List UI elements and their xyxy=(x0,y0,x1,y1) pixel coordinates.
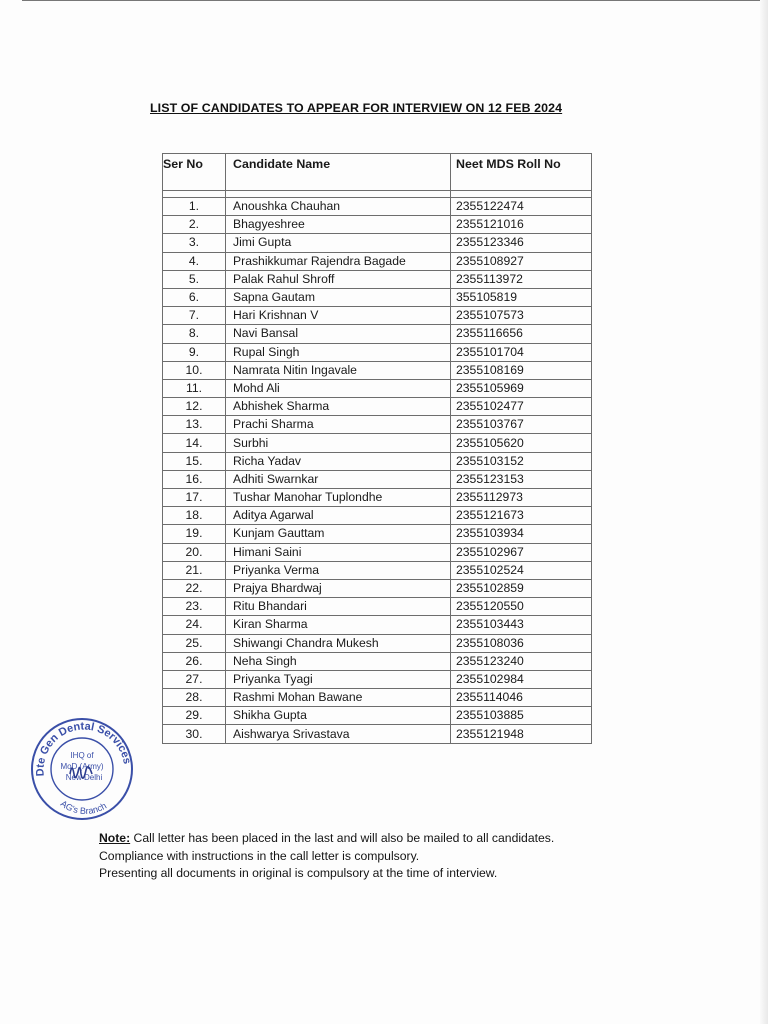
ser-no-cell: 1. xyxy=(163,198,226,216)
roll-no-cell: 2355112973 xyxy=(451,489,592,507)
table-row xyxy=(163,507,592,525)
candidate-name-cell: Aishwarya Srivastava xyxy=(226,725,451,743)
roll-no-cell: 2355103152 xyxy=(451,452,592,470)
candidate-name-cell: Prachi Sharma xyxy=(226,416,451,434)
svg-text:AG's Branch xyxy=(59,798,108,816)
roll-no-cell: 2355113972 xyxy=(451,270,592,288)
ser-no-cell: 2. xyxy=(163,216,226,234)
table-row xyxy=(163,689,592,707)
ser-no-cell: 8. xyxy=(163,325,226,343)
candidate-name-cell: Hari Krishnan V xyxy=(226,307,451,325)
official-stamp xyxy=(22,714,142,824)
ser-no-cell: 24. xyxy=(163,616,226,634)
table-row xyxy=(163,307,592,325)
candidate-name-cell: Navi Bansal xyxy=(226,325,451,343)
roll-no-cell: 2355105620 xyxy=(451,434,592,452)
ser-no-cell: 4. xyxy=(163,252,226,270)
table-body xyxy=(163,191,592,744)
table-row xyxy=(163,270,592,288)
ser-no-cell: 26. xyxy=(163,652,226,670)
ser-no-cell: 6. xyxy=(163,288,226,306)
stamp-outer-text: Dte Gen Dental Services xyxy=(34,720,133,777)
page-right-edge xyxy=(760,0,768,1024)
table-row xyxy=(163,416,592,434)
table-row xyxy=(163,707,592,725)
table-row xyxy=(163,489,592,507)
table-row xyxy=(163,379,592,397)
table-row xyxy=(163,434,592,452)
table-row xyxy=(163,670,592,688)
candidate-name-cell: Palak Rahul Shroff xyxy=(226,270,451,288)
note-label: Note: xyxy=(99,831,131,845)
roll-no-cell: 2355123153 xyxy=(451,470,592,488)
candidate-name-cell: Prajya Bhardwaj xyxy=(226,579,451,597)
ser-no-cell: 21. xyxy=(163,561,226,579)
note-text-1: Call letter has been placed in the last and will also be mailed to all candidates. xyxy=(130,831,555,845)
candidate-name-cell: Abhishek Sharma xyxy=(226,398,451,416)
candidate-name-cell: Rupal Singh xyxy=(226,343,451,361)
candidate-name-cell: Ritu Bhandari xyxy=(226,598,451,616)
table-row xyxy=(163,525,592,543)
ser-no-cell: 15. xyxy=(163,452,226,470)
table-row xyxy=(163,234,592,252)
header-roll-no: Neet MDS Roll No xyxy=(451,154,592,191)
ser-no-cell: 25. xyxy=(163,634,226,652)
table-row xyxy=(163,288,592,306)
ser-no-cell: 3. xyxy=(163,234,226,252)
ser-no-cell: 9. xyxy=(163,343,226,361)
ser-no-cell: 20. xyxy=(163,543,226,561)
roll-no-cell: 2355123346 xyxy=(451,234,592,252)
note-line-3: Presenting all documents in original is compulsory at the time of interview. xyxy=(99,866,498,880)
document-title: LIST OF CANDIDATES TO APPEAR FOR INTERVIEW ON 12 FEB 2024 xyxy=(150,101,563,115)
stamp-bottom-text: AG's Branch xyxy=(58,798,109,817)
roll-no-cell: 2355116656 xyxy=(451,325,592,343)
ser-no-cell: 28. xyxy=(163,689,226,707)
table-row xyxy=(163,252,592,270)
roll-no-cell: 2355103443 xyxy=(451,616,592,634)
ser-no-cell: 11. xyxy=(163,379,226,397)
table-row xyxy=(163,198,592,216)
candidates-table xyxy=(162,153,592,744)
table-row xyxy=(163,598,592,616)
spacer-cell xyxy=(226,191,451,198)
ser-no-cell: 22. xyxy=(163,579,226,597)
candidate-name-cell: Shiwangi Chandra Mukesh xyxy=(226,634,451,652)
roll-no-cell: 2355103885 xyxy=(451,707,592,725)
ser-no-cell: 12. xyxy=(163,398,226,416)
stamp-inner-line2: MoD (Army) xyxy=(60,762,104,771)
table-row xyxy=(163,543,592,561)
note-section xyxy=(99,830,719,883)
spacer-cell xyxy=(451,191,592,198)
candidate-name-cell: Rashmi Mohan Bawane xyxy=(226,689,451,707)
candidate-name-cell: Sapna Gautam xyxy=(226,288,451,306)
header-candidate-name: Candidate Name xyxy=(226,154,451,191)
table-row xyxy=(163,398,592,416)
table-row xyxy=(163,616,592,634)
candidate-name-cell: Himani Saini xyxy=(226,543,451,561)
roll-no-cell: 355105819 xyxy=(451,288,592,306)
roll-no-cell: 2355108927 xyxy=(451,252,592,270)
roll-no-cell: 2355122474 xyxy=(451,198,592,216)
table-row xyxy=(163,579,592,597)
candidate-name-cell: Anoushka Chauhan xyxy=(226,198,451,216)
candidate-name-cell: Adhiti Swarnkar xyxy=(226,470,451,488)
roll-no-cell: 2355108169 xyxy=(451,361,592,379)
ser-no-cell: 29. xyxy=(163,707,226,725)
candidate-name-cell: Neha Singh xyxy=(226,652,451,670)
candidate-name-cell: Surbhi xyxy=(226,434,451,452)
roll-no-cell: 2355103934 xyxy=(451,525,592,543)
roll-no-cell: 2355101704 xyxy=(451,343,592,361)
ser-no-cell: 10. xyxy=(163,361,226,379)
header-ser-no: Ser No xyxy=(163,154,226,191)
table-row xyxy=(163,452,592,470)
stamp-inner-line1: IHQ of xyxy=(70,751,94,760)
roll-no-cell: 2355114046 xyxy=(451,689,592,707)
candidate-name-cell: Namrata Nitin Ingavale xyxy=(226,361,451,379)
table-spacer-row xyxy=(163,191,592,198)
roll-no-cell: 2355108036 xyxy=(451,634,592,652)
candidate-name-cell: Bhagyeshree xyxy=(226,216,451,234)
page-top-edge xyxy=(22,0,762,1)
ser-no-cell: 7. xyxy=(163,307,226,325)
candidate-name-cell: Prashikkumar Rajendra Bagade xyxy=(226,252,451,270)
note-line-2: Compliance with instructions in the call letter is compulsory. xyxy=(99,848,420,863)
ser-no-cell: 30. xyxy=(163,725,226,743)
table-row xyxy=(163,361,592,379)
roll-no-cell: 2355102524 xyxy=(451,561,592,579)
candidate-name-cell: Jimi Gupta xyxy=(226,234,451,252)
ser-no-cell: 5. xyxy=(163,270,226,288)
roll-no-cell: 2355107573 xyxy=(451,307,592,325)
candidate-name-cell: Priyanka Tyagi xyxy=(226,670,451,688)
roll-no-cell: 2355105969 xyxy=(451,379,592,397)
table-row xyxy=(163,725,592,743)
candidate-name-cell: Richa Yadav xyxy=(226,452,451,470)
table-row xyxy=(163,343,592,361)
roll-no-cell: 2355121016 xyxy=(451,216,592,234)
spacer-cell xyxy=(163,191,226,198)
roll-no-cell: 2355121673 xyxy=(451,507,592,525)
table-row xyxy=(163,216,592,234)
roll-no-cell: 2355121948 xyxy=(451,725,592,743)
table-row xyxy=(163,325,592,343)
ser-no-cell: 13. xyxy=(163,416,226,434)
note-line-1 xyxy=(99,830,719,848)
ser-no-cell: 17. xyxy=(163,489,226,507)
roll-no-cell: 2355102859 xyxy=(451,579,592,597)
ser-no-cell: 19. xyxy=(163,525,226,543)
roll-no-cell: 2355102477 xyxy=(451,398,592,416)
stamp-inner-line3: New Delhi xyxy=(65,773,103,782)
table-row xyxy=(163,561,592,579)
table-row xyxy=(163,634,592,652)
table-row xyxy=(163,470,592,488)
ser-no-cell: 27. xyxy=(163,670,226,688)
roll-no-cell: 2355103767 xyxy=(451,416,592,434)
candidate-name-cell: Kunjam Gauttam xyxy=(226,525,451,543)
ser-no-cell: 14. xyxy=(163,434,226,452)
candidate-name-cell: Aditya Agarwal xyxy=(226,507,451,525)
table-header-row xyxy=(163,154,592,191)
candidate-name-cell: Kiran Sharma xyxy=(226,616,451,634)
ser-no-cell: 23. xyxy=(163,598,226,616)
roll-no-cell: 2355120550 xyxy=(451,598,592,616)
table-row xyxy=(163,652,592,670)
candidate-name-cell: Tushar Manohar Tuplondhe xyxy=(226,489,451,507)
roll-no-cell: 2355102967 xyxy=(451,543,592,561)
candidate-name-cell: Mohd Ali xyxy=(226,379,451,397)
roll-no-cell: 2355123240 xyxy=(451,652,592,670)
roll-no-cell: 2355102984 xyxy=(451,670,592,688)
ser-no-cell: 18. xyxy=(163,507,226,525)
candidate-name-cell: Shikha Gupta xyxy=(226,707,451,725)
candidate-name-cell: Priyanka Verma xyxy=(226,561,451,579)
ser-no-cell: 16. xyxy=(163,470,226,488)
